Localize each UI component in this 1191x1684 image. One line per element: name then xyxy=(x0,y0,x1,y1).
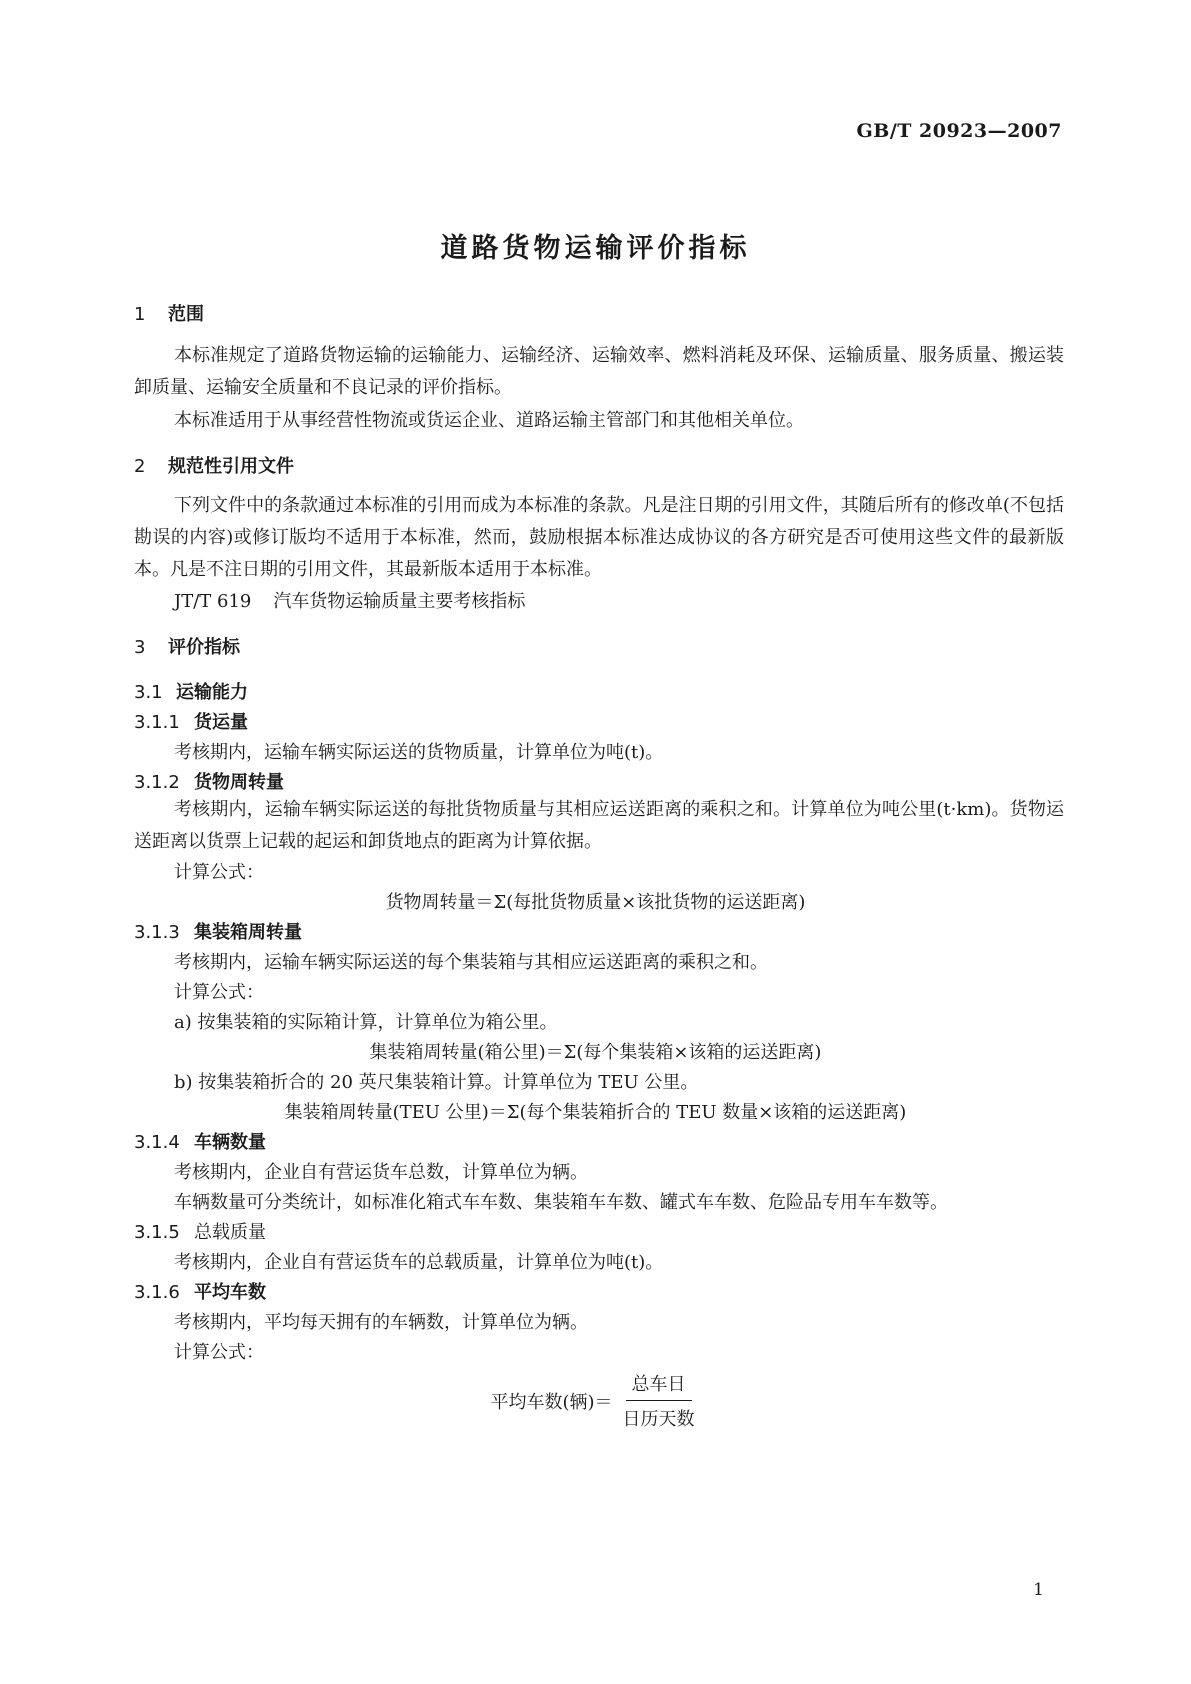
section-3-heading xyxy=(134,633,240,659)
document-title: 道路货物运输评价指标 xyxy=(440,233,751,264)
clause-3-1-6-heading xyxy=(134,1278,266,1304)
clause-title: 车辆数量 xyxy=(194,1132,266,1153)
clause-number: 3.1.5 xyxy=(134,1222,180,1243)
section-1-paragraph-1: 本标准规定了道路货物运输的运输能力、运输经济、运输效率、燃料消耗及环保、运输质量、服务质量、搬运装卸质量、运输安全质量和不良记录的评价指标。 xyxy=(134,345,1064,398)
list-item-b: b) 按集装箱折合的 20 英尺集装箱计算。计算单位为 TEU 公里。 xyxy=(174,1072,699,1093)
clause-3-1-3-text: 考核期内，运输车辆实际运送的每个集装箱与其相应运送距离的乘积之和。 xyxy=(174,952,768,973)
formula-container-turnover-teu-km: 集装箱周转量(TEU 公里)＝Σ(每个集装箱折合的 TEU 数量×该箱的运送距离) xyxy=(284,1102,907,1123)
section-title: 评价指标 xyxy=(168,637,240,658)
section-title: 规范性引用文件 xyxy=(168,456,294,477)
fraction-numerator: 总车日 xyxy=(626,1370,692,1401)
clause-number: 3.1.6 xyxy=(134,1282,180,1303)
clause-3-1-3-heading xyxy=(134,918,302,944)
clause-title: 集装箱周转量 xyxy=(194,922,302,943)
section-number: 1 xyxy=(134,304,146,325)
section-number: 2 xyxy=(134,456,146,477)
clause-3-1-4-heading xyxy=(134,1128,266,1154)
calc-formula-label: 计算公式： xyxy=(174,982,264,1003)
page-number: 1 xyxy=(1033,1580,1044,1600)
clause-3-1-4-text-1: 考核期内，企业自有营运货车总数，计算单位为辆。 xyxy=(174,1162,588,1183)
fraction-denominator: 日历天数 xyxy=(622,1409,695,1430)
section-2-paragraph: 下列文件中的条款通过本标准的引用而成为本标准的条款。凡是注日期的引用文件，其随后所有的修改单(不包括勘误的内容)或修订版均不适用于本标准，然而，鼓励根据本标准达成协议的各方研究是否可使用这些文件的最新版本。凡是不注日期的引用文件，其最新版本适用于本标准。 xyxy=(134,495,1064,580)
clause-3-1-5-text: 考核期内，企业自有营运货车的总载质量，计算单位为吨(t)。 xyxy=(174,1252,664,1273)
calc-formula-label: 计算公式： xyxy=(174,862,264,883)
clause-3-1-1-heading xyxy=(134,708,248,734)
clause-title: 平均车数 xyxy=(194,1282,266,1303)
formula-cargo-turnover: 货物周转量＝Σ(每批货物质量×该批货物的运送距离) xyxy=(385,892,806,913)
clause-3-1-5-heading xyxy=(134,1218,266,1244)
normative-reference xyxy=(174,587,525,613)
formula-lhs: 平均车数(辆)＝ xyxy=(490,1391,613,1413)
clause-number: 3.1.2 xyxy=(134,772,180,793)
clause-title: 货物周转量 xyxy=(194,772,284,793)
clause-3-1-2-heading xyxy=(134,768,284,794)
formula-container-turnover-box-km: 集装箱周转量(箱公里)＝Σ(每个集装箱×该箱的运送距离) xyxy=(369,1042,822,1063)
clause-3-1-4-text-2: 车辆数量可分类统计，如标准化箱式车车数、集装箱车车数、罐式车车数、危险品专用车车数等。 xyxy=(174,1192,948,1213)
section-2-heading xyxy=(134,452,294,478)
section-number: 3 xyxy=(134,637,146,658)
section-title: 范围 xyxy=(168,304,204,325)
fraction xyxy=(617,1370,701,1431)
clause-title: 货运量 xyxy=(194,712,248,733)
standard-code: GB/T 20923—2007 xyxy=(856,120,1062,142)
section-1-paragraph-2: 本标准适用于从事经营性物流或货运企业、道路运输主管部门和其他相关单位。 xyxy=(174,410,804,431)
list-item-a: a) 按集装箱的实际箱计算，计算单位为箱公里。 xyxy=(174,1012,558,1033)
reference-code: JT/T 619 xyxy=(174,591,252,612)
clause-number: 3.1.3 xyxy=(134,922,180,943)
reference-title: 汽车货物运输质量主要考核指标 xyxy=(273,591,526,612)
section-1-heading xyxy=(134,300,204,326)
clause-title: 总载质量 xyxy=(194,1222,266,1243)
clause-number: 3.1.1 xyxy=(134,712,180,733)
subsection-number: 3.1 xyxy=(134,682,163,703)
subsection-3-1-heading xyxy=(134,678,248,704)
subsection-title: 运输能力 xyxy=(176,682,248,703)
calc-formula-label: 计算公式： xyxy=(174,1342,264,1363)
clause-3-1-2-text: 考核期内，运输车辆实际运送的每批货物质量与其相应运送距离的乘积之和。计算单位为吨公里(t·km)。货物运送距离以货票上记载的起运和卸货地点的距离为计算依据。 xyxy=(134,799,1064,852)
clause-number: 3.1.4 xyxy=(134,1132,180,1153)
clause-3-1-1-text: 考核期内，运输车辆实际运送的货物质量，计算单位为吨(t)。 xyxy=(174,742,664,763)
clause-3-1-6-text: 考核期内，平均每天拥有的车辆数，计算单位为辆。 xyxy=(174,1312,588,1333)
formula-average-vehicles xyxy=(0,1370,1191,1431)
